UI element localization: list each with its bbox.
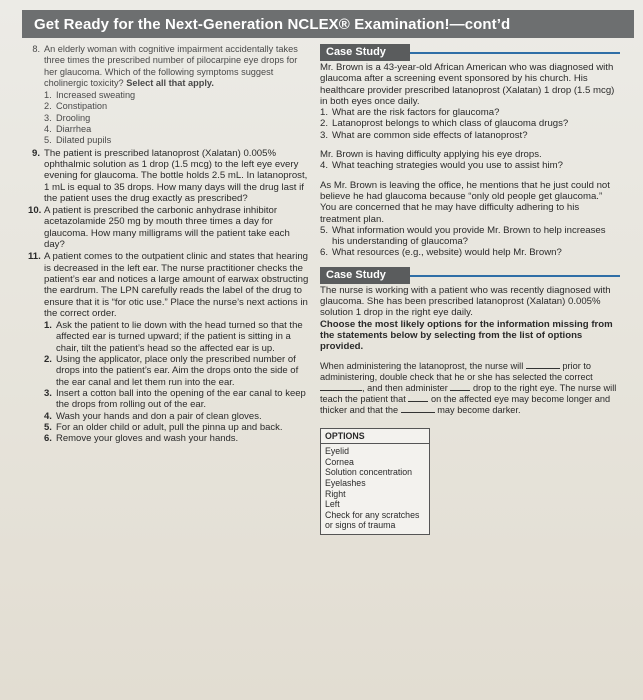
question-11 [28,251,310,319]
question-number: 8. [32,44,40,54]
option-word[interactable]: Eyelid [325,446,349,457]
case-study-questions [320,107,620,141]
step-item: 4. Wash your hands and don a pair of clean gloves. [44,410,262,422]
question-text: A patient comes to the outpatient clinic and states that hearing is decreased in the left ear. The nurse practitioner checks the patient’s ear and notices a large amount of earwax obstructing the eardrum. The LPN carefully reads the label of the drug to ensure that it is “for otic use.” Place the nurse’s next actions in the correct order. [44,251,309,319]
answer-blank[interactable] [526,361,560,369]
case-study-questions [320,160,620,171]
options-box [320,428,430,535]
step-item: 3. Insert a cotton ball into the opening of the ear canal to keep the drops from rolling out of the ear. [44,387,306,411]
case-study-rule [410,275,620,277]
page-title: Get Ready for the Next-Generation NCLEX® Examination!—cont’d [34,15,511,33]
case-study-instruction: Choose the most likely options for the information missing from the statements below by selecting from the list of options provided. [320,318,613,353]
case-study-intro: The nurse is working with a patient who was recently diagnosed with glaucoma. She has been prescribed latanoprost (Xalatan) 0.005% solution 1 drop in the right eye daily. [320,284,611,319]
answer-blank[interactable] [320,383,362,391]
step-item: 6. Remove your gloves and wash your hands. [44,433,239,445]
case-study-intro: Mr. Brown is a 43-year-old African American who was diagnosed with glaucoma after a screening event sponsored by his church. His healthcare provider prescribed latanoprost (Xalatan) 1 drop (1.5 mcg) in both eyes once daily. [320,62,615,107]
question-9 [28,148,310,204]
case-question: 6. What resources (e.g., website) would help Mr. Brown? [320,247,562,259]
option-word[interactable]: Cornea [325,456,354,467]
page-header [22,10,634,38]
step-item: 2. Using the applicator, place only the prescribed number of drops into the patient’s ear. Aim the drops onto the side of the ear canal and let them run into the ear. [44,354,299,388]
case-question: 5. What information would you provide Mr. Brown to help increases his understanding of glaucoma? [320,224,606,248]
case-question: 3. What are common side effects of latanoprost? [320,129,528,141]
question-number: 9. [31,147,40,159]
question-text: An elderly woman with cognitive impairment accidentally takes three times the prescribed number of pilocarpine eye drops for her glaucoma. Which of the following symptoms suggest cholinergic toxicity? [44,44,298,88]
question-number: 10. [28,205,42,217]
case-study-paragraph: As Mr. Brown is leaving the office, he mentions that he just could not believe he had glaucoma because “only old people get glaucoma.” You are concerned that he may have difficulty adhering to his treatment plan. [320,179,610,225]
options-list [321,444,429,534]
options-heading: OPTIONS [321,429,429,445]
option-word[interactable]: Left [325,499,340,510]
question-instruction: Select all that apply. [126,77,214,88]
answer-blank[interactable] [450,383,470,391]
case-study-heading: Case Study [320,267,410,284]
question-10 [28,205,310,250]
case-question: 2. Latanoprost belongs to which class of glaucoma drugs? [320,118,569,130]
question-number: 11. [28,251,41,263]
option-item: 5. Dilated pupils [44,135,112,146]
option-item: 4. Diarrhea [44,124,92,135]
option-item: 1. Increased sweating [44,90,136,101]
step-item: 5. For an older child or adult, pull the pinna up and back. [44,421,283,433]
question-text: The patient is prescribed latanoprost (Xalatan) 0.005% ophthalmic solution as 1 drop (1.5 mcg) to the left eye every evening for glaucoma. The bottle holds 2.5 mL. In latanoprost, 1 mL is equal to 35 drops. How many days will the drug last if the patient uses the drug exactly as prescribed? [44,147,308,204]
answer-blank[interactable] [408,394,428,402]
case-question: 4. What teaching strategies would you use to assist him? [320,160,563,172]
option-word[interactable]: Right [325,488,346,499]
question-8-options [44,90,310,146]
fill-in-statement: When administering the latanoprost, the nurse will prior to administering, double check that he or she has selected the correct , and then administer drop to the right eye. The nurse will teach the patient that on the affected eye may become longer and thicker and that the may become darker. [320,360,617,415]
case-study-paragraph: Mr. Brown is having difficulty applying his eye drops. [320,149,542,161]
case-study-questions [320,225,620,259]
case-study-heading: Case Study [320,44,410,61]
option-word[interactable]: Eyelashes [325,477,366,488]
left-column [28,44,310,444]
case-study-1-part-2 [320,149,620,172]
option-word[interactable]: Check for any scratches or signs of trauma [325,509,420,531]
option-item: 2. Constipation [44,101,108,112]
case-question: 1. What are the risk factors for glaucoma? [320,107,500,119]
case-study-1-part-3 [320,180,620,259]
question-text: A patient is prescribed the carbonic anhydrase inhibitor acetazolamide 250 mg by mouth three times a day for glaucoma. How many milligrams will the patient take each day? [44,205,290,251]
right-column [320,44,620,535]
answer-blank[interactable] [401,405,435,413]
question-11-steps [44,320,310,444]
case-study-1 [320,62,620,141]
question-8 [28,44,310,89]
option-item: 3. Drooling [44,112,91,123]
option-word[interactable]: Solution concentration [325,467,413,478]
case-study-rule [410,52,620,54]
case-study-2 [320,285,620,353]
step-item: 1. Ask the patient to lie down with the head turned so that the affected ear is turned upward; if the patient is sitting in a chair, tilt the patient’s head so the affected ear is up. [44,320,303,354]
